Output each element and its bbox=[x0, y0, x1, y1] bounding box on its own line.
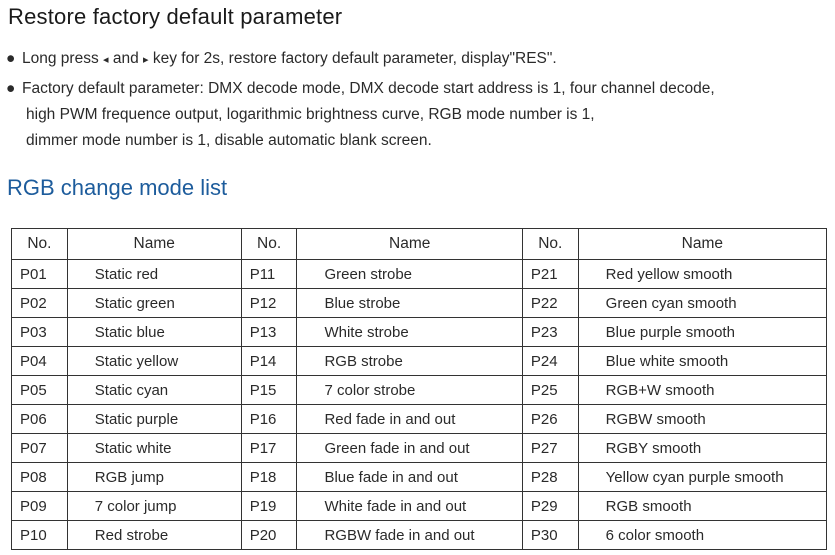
mode-name-cell: Static green bbox=[67, 289, 241, 318]
mode-number-cell: P09 bbox=[12, 492, 68, 521]
mode-number-cell: P26 bbox=[522, 405, 578, 434]
column-header-no: No. bbox=[241, 229, 297, 260]
table-row bbox=[12, 463, 827, 492]
mode-number-cell: P07 bbox=[12, 434, 68, 463]
mode-name-cell: Static cyan bbox=[67, 376, 241, 405]
mode-name-cell: Yellow cyan purple smooth bbox=[578, 463, 826, 492]
mode-number-cell: P06 bbox=[12, 405, 68, 434]
table-row bbox=[12, 376, 827, 405]
mode-name-cell: RGB smooth bbox=[578, 492, 826, 521]
mode-number-cell: P16 bbox=[241, 405, 297, 434]
mode-name-cell: Static blue bbox=[67, 318, 241, 347]
mode-number-cell: P25 bbox=[522, 376, 578, 405]
mode-number-cell: P11 bbox=[241, 260, 297, 289]
page-title: Restore factory default parameter bbox=[8, 4, 343, 29]
mode-number-cell: P18 bbox=[241, 463, 297, 492]
bullet-line: Factory default parameter: DMX decode mode, DMX decode start address is 1, four channel decode, bbox=[22, 80, 715, 97]
column-header-no: No. bbox=[522, 229, 578, 260]
bullet-factory-default bbox=[6, 76, 715, 102]
mode-number-cell: P15 bbox=[241, 376, 297, 405]
mode-name-cell: RGB+W smooth bbox=[578, 376, 826, 405]
mode-name-cell: RGBW smooth bbox=[578, 405, 826, 434]
mode-number-cell: P01 bbox=[12, 260, 68, 289]
mode-number-cell: P04 bbox=[12, 347, 68, 376]
mode-number-cell: P19 bbox=[241, 492, 297, 521]
mode-number-cell: P12 bbox=[241, 289, 297, 318]
mode-name-cell: Red fade in and out bbox=[297, 405, 522, 434]
mode-number-cell: P20 bbox=[241, 521, 297, 550]
section-title: RGB change mode list bbox=[7, 175, 228, 200]
mode-name-cell: 7 color strobe bbox=[297, 376, 522, 405]
table-row bbox=[12, 492, 827, 521]
mode-number-cell: P23 bbox=[522, 318, 578, 347]
table-row bbox=[12, 260, 827, 289]
table-row bbox=[12, 347, 827, 376]
bullet-text-after: key for 2s, restore factory default parameter, display"RES". bbox=[148, 50, 557, 67]
mode-name-cell: RGB jump bbox=[67, 463, 241, 492]
bullet-text-before: Long press bbox=[22, 50, 103, 67]
mode-number-cell: P14 bbox=[241, 347, 297, 376]
mode-number-cell: P29 bbox=[522, 492, 578, 521]
mode-name-cell: Green strobe bbox=[297, 260, 522, 289]
column-header-name: Name bbox=[297, 229, 522, 260]
mode-name-cell: Green fade in and out bbox=[297, 434, 522, 463]
mode-name-cell: White strobe bbox=[297, 318, 522, 347]
right-arrow-key-icon: ▸ bbox=[143, 54, 149, 66]
column-header-no: No. bbox=[12, 229, 68, 260]
mode-number-cell: P28 bbox=[522, 463, 578, 492]
mode-name-cell: Blue fade in and out bbox=[297, 463, 522, 492]
mode-name-cell: RGBW fade in and out bbox=[297, 521, 522, 550]
mode-name-cell: Static yellow bbox=[67, 347, 241, 376]
table-row bbox=[12, 289, 827, 318]
mode-number-cell: P02 bbox=[12, 289, 68, 318]
table-row bbox=[12, 434, 827, 463]
mode-name-cell: 6 color smooth bbox=[578, 521, 826, 550]
mode-name-cell: Red strobe bbox=[67, 521, 241, 550]
mode-name-cell: Static red bbox=[67, 260, 241, 289]
mode-name-cell: Static white bbox=[67, 434, 241, 463]
mode-name-cell: Blue purple smooth bbox=[578, 318, 826, 347]
bullet-text-mid: and bbox=[108, 50, 144, 67]
mode-number-cell: P22 bbox=[522, 289, 578, 318]
table-header-row bbox=[12, 229, 827, 260]
mode-number-cell: P30 bbox=[522, 521, 578, 550]
mode-number-cell: P03 bbox=[12, 318, 68, 347]
bullet-dot-icon: ● bbox=[6, 80, 16, 97]
mode-name-cell: White fade in and out bbox=[297, 492, 522, 521]
table-row bbox=[12, 318, 827, 347]
rgb-mode-table bbox=[11, 228, 827, 550]
mode-number-cell: P10 bbox=[12, 521, 68, 550]
mode-name-cell: 7 color jump bbox=[67, 492, 241, 521]
mode-name-cell: Red yellow smooth bbox=[578, 260, 826, 289]
bullet-line: high PWM frequence output, logarithmic brightness curve, RGB mode number is 1, bbox=[26, 106, 595, 123]
table-row bbox=[12, 521, 827, 550]
bullet-long-press bbox=[6, 46, 557, 73]
mode-name-cell: Static purple bbox=[67, 405, 241, 434]
mode-number-cell: P13 bbox=[241, 318, 297, 347]
mode-number-cell: P05 bbox=[12, 376, 68, 405]
bullet-dot-icon: ● bbox=[6, 50, 16, 67]
mode-name-cell: Green cyan smooth bbox=[578, 289, 826, 318]
bullet-line: dimmer mode number is 1, disable automatic blank screen. bbox=[26, 132, 432, 149]
mode-number-cell: P24 bbox=[522, 347, 578, 376]
table-row bbox=[12, 405, 827, 434]
mode-number-cell: P21 bbox=[522, 260, 578, 289]
mode-name-cell: Blue white smooth bbox=[578, 347, 826, 376]
left-arrow-key-icon: ◂ bbox=[103, 54, 109, 66]
mode-name-cell: RGBY smooth bbox=[578, 434, 826, 463]
mode-number-cell: P08 bbox=[12, 463, 68, 492]
mode-name-cell: Blue strobe bbox=[297, 289, 522, 318]
mode-number-cell: P17 bbox=[241, 434, 297, 463]
column-header-name: Name bbox=[578, 229, 826, 260]
mode-number-cell: P27 bbox=[522, 434, 578, 463]
column-header-name: Name bbox=[67, 229, 241, 260]
mode-name-cell: RGB strobe bbox=[297, 347, 522, 376]
